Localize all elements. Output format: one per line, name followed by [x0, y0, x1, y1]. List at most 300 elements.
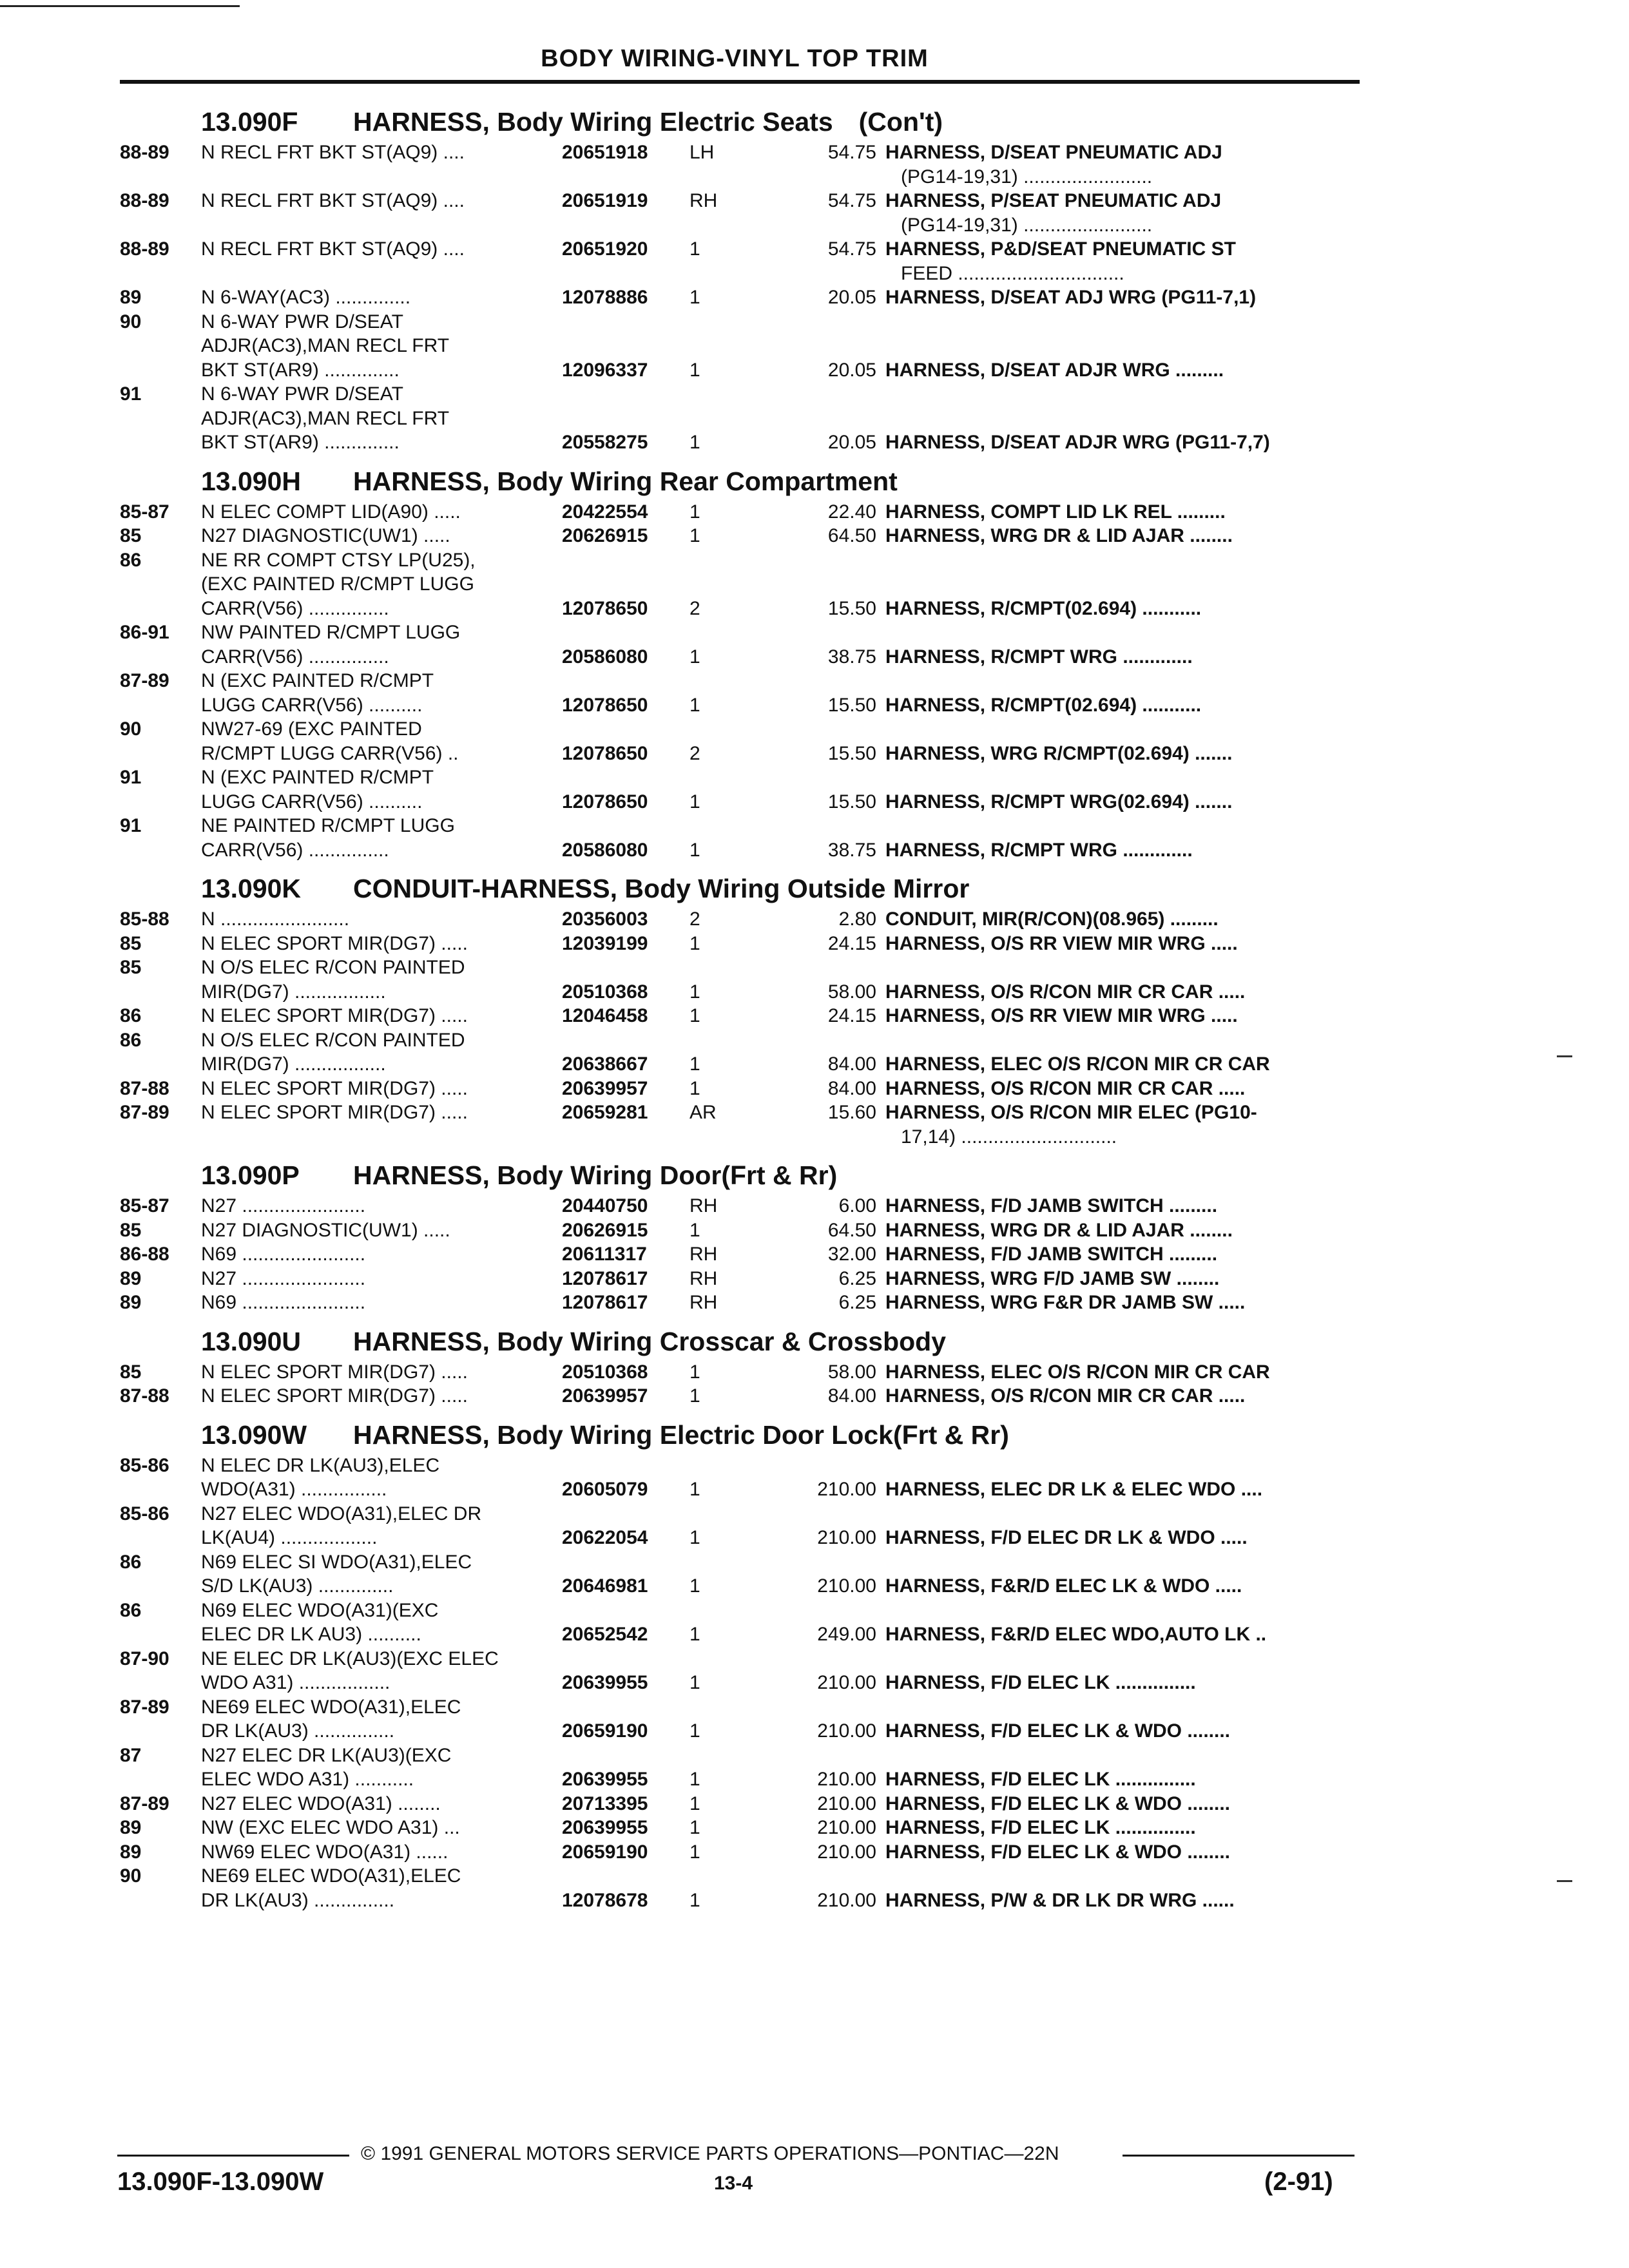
margin-mark	[1557, 1055, 1572, 1057]
section-heading: HARNESS, Body Wiring Door(Frt & Rr)	[353, 1160, 838, 1190]
table-row	[120, 140, 1364, 165]
description: HARNESS, R/CMPT(02.694) ...........	[885, 597, 1202, 619]
part-number: 12078886	[562, 287, 648, 308]
table-row	[120, 1384, 1364, 1408]
model-year: 91	[120, 767, 142, 788]
description: HARNESS, R/CMPT(02.694) ...........	[885, 694, 1202, 716]
application: N RECL FRT BKT ST(AQ9) ....	[201, 238, 465, 260]
table-row	[120, 165, 1364, 189]
table-row	[120, 524, 1364, 548]
description: HARNESS, F&R/D ELEC LK & WDO .....	[885, 1575, 1242, 1597]
model-year: 86	[120, 1551, 142, 1573]
part-number: 20586080	[562, 646, 648, 668]
model-year: 85-87	[120, 1195, 169, 1216]
model-year: 85-86	[120, 1454, 169, 1476]
page-title: BODY WIRING-VINYL TOP TRIM	[541, 45, 929, 72]
section-suffix: (Con't)	[858, 107, 943, 137]
quantity: RH	[689, 190, 718, 211]
application: N27 ELEC DR LK(AU3)(EXC	[201, 1744, 452, 1766]
part-number: 20510368	[562, 1361, 648, 1383]
quantity: 1	[689, 1720, 700, 1742]
part-number: 12078650	[562, 694, 648, 716]
quantity: 2	[689, 597, 700, 619]
description: HARNESS, F/D ELEC LK ...............	[885, 1769, 1196, 1790]
model-year: 90	[120, 1865, 142, 1887]
model-year: 87	[120, 1744, 142, 1766]
description: HARNESS, ELEC DR LK & ELEC WDO ....	[885, 1479, 1263, 1500]
description: HARNESS, P/SEAT PNEUMATIC ADJ	[885, 190, 1222, 211]
description: HARNESS, R/CMPT WRG(02.694) .......	[885, 791, 1233, 812]
table-row	[120, 1840, 1364, 1865]
model-year: 86	[120, 549, 142, 571]
application: N 6-WAY PWR D/SEAT	[201, 383, 403, 405]
quantity: 1	[689, 432, 700, 453]
price: 32.00	[827, 1244, 876, 1265]
model-year: 85-86	[120, 1503, 169, 1524]
margin-mark	[1557, 1880, 1572, 1882]
model-year: 86	[120, 1029, 142, 1051]
price: 6.25	[838, 1267, 876, 1289]
part-number: 20611317	[562, 1244, 647, 1265]
part-number: 20652542	[562, 1624, 648, 1645]
part-number: 20659281	[562, 1102, 648, 1123]
quantity: 1	[689, 359, 700, 381]
application: N27 ELEC WDO(A31) ........	[201, 1792, 441, 1814]
application: BKT ST(AR9) ..............	[201, 432, 400, 453]
description: HARNESS, F/D ELEC LK ...............	[885, 1672, 1196, 1693]
part-number: 20626915	[562, 525, 648, 546]
part-number: 20651919	[562, 190, 648, 211]
table-row	[120, 189, 1364, 213]
table-row	[120, 1767, 1364, 1792]
price: 210.00	[817, 1575, 876, 1597]
table-row	[120, 572, 1364, 597]
quantity: 1	[689, 1792, 700, 1814]
part-number: 12078650	[562, 791, 648, 812]
application: CARR(V56) ...............	[201, 646, 389, 668]
table-row	[120, 500, 1364, 524]
part-number: 20639955	[562, 1672, 648, 1693]
description: HARNESS, O/S RR VIEW MIR WRG .....	[885, 932, 1238, 954]
table-row	[120, 814, 1364, 838]
table-row	[120, 1599, 1364, 1623]
application: NE69 ELEC WDO(A31),ELEC	[201, 1696, 461, 1718]
price: 84.00	[827, 1077, 876, 1099]
footer-copyright: © 1991 GENERAL MOTORS SERVICE PARTS OPERATIONS—PONTIAC—22N	[361, 2143, 1059, 2164]
section-code: 13.090W	[201, 1419, 307, 1450]
application: N O/S ELEC R/CON PAINTED	[201, 957, 465, 978]
section-code: 13.090P	[201, 1160, 300, 1190]
price: 54.75	[827, 142, 876, 163]
price: 210.00	[817, 1720, 876, 1742]
model-year: 85-87	[120, 501, 169, 523]
part-number: 12078678	[562, 1889, 648, 1911]
description: HARNESS, O/S RR VIEW MIR WRG .....	[885, 1005, 1238, 1026]
application: N ELEC SPORT MIR(DG7) .....	[201, 1102, 468, 1123]
application: LK(AU4) ..................	[201, 1527, 378, 1548]
quantity: 1	[689, 791, 700, 812]
quantity: 2	[689, 908, 700, 930]
part-number: 12078617	[562, 1292, 648, 1313]
table-row	[120, 548, 1364, 573]
quantity: 1	[689, 839, 700, 861]
model-year: 91	[120, 383, 142, 405]
application: CARR(V56) ...............	[201, 597, 389, 619]
description: HARNESS, WRG DR & LID AJAR ........	[885, 525, 1233, 546]
section-heading: HARNESS, Body Wiring Rear Compartment	[353, 466, 898, 496]
price: 64.50	[827, 1219, 876, 1241]
table-row	[120, 597, 1364, 621]
description: HARNESS, F/D JAMB SWITCH .........	[885, 1195, 1218, 1216]
price: 64.50	[827, 525, 876, 546]
description: HARNESS, R/CMPT WRG .............	[885, 646, 1193, 668]
application: CARR(V56) ...............	[201, 839, 389, 861]
price: 24.15	[827, 1005, 876, 1026]
price: 210.00	[817, 1841, 876, 1863]
table-row	[120, 765, 1364, 790]
table-row	[120, 1864, 1364, 1888]
footer-section-range: 13.090F-13.090W	[117, 2167, 324, 2196]
table-row	[120, 1267, 1364, 1291]
part-number: 20638667	[562, 1053, 648, 1075]
quantity: 1	[689, 1817, 700, 1838]
table-row	[120, 262, 1364, 286]
model-year: 85	[120, 1219, 142, 1241]
quantity: RH	[689, 1267, 718, 1289]
application: MIR(DG7) .................	[201, 981, 386, 1003]
table-row	[120, 1502, 1364, 1526]
description-continued: 17,14) .............................	[901, 1126, 1117, 1148]
section-heading: HARNESS, Body Wiring Electric Door Lock(Frt & Rr)	[353, 1419, 1009, 1450]
quantity: 1	[689, 287, 700, 308]
table-row	[120, 1816, 1364, 1840]
application: N69 ELEC SI WDO(A31),ELEC	[201, 1551, 472, 1573]
price: 210.00	[817, 1527, 876, 1548]
model-year: 85	[120, 1361, 142, 1383]
application: N69 ELEC WDO(A31)(EXC	[201, 1599, 439, 1621]
part-number: 20422554	[562, 501, 648, 523]
table-row	[120, 1242, 1364, 1267]
quantity: 1	[689, 1624, 700, 1645]
application: N ELEC DR LK(AU3),ELEC	[201, 1454, 440, 1476]
price: 210.00	[817, 1889, 876, 1911]
model-year: 87-89	[120, 1792, 169, 1814]
table-row	[120, 1194, 1364, 1218]
table-row	[120, 1574, 1364, 1599]
table-row	[120, 310, 1364, 334]
part-number: 12078650	[562, 597, 648, 619]
quantity: AR	[689, 1102, 717, 1123]
quantity: LH	[689, 142, 715, 163]
price: 6.00	[838, 1195, 876, 1216]
quantity: 1	[689, 1841, 700, 1863]
description: HARNESS, F/D ELEC LK & WDO ........	[885, 1792, 1231, 1814]
part-number: 20659190	[562, 1841, 648, 1863]
application: N (EXC PAINTED R/CMPT	[201, 767, 434, 788]
description: HARNESS, D/SEAT ADJ WRG (PG11-7,1)	[885, 287, 1257, 308]
price: 84.00	[827, 1053, 876, 1075]
table-row	[120, 1792, 1364, 1816]
application: WDO(A31) ................	[201, 1479, 387, 1500]
model-year: 86-91	[120, 622, 169, 643]
price: 210.00	[817, 1769, 876, 1790]
description: HARNESS, D/SEAT PNEUMATIC ADJ	[885, 142, 1222, 163]
part-number: 20558275	[562, 432, 648, 453]
part-number: 20713395	[562, 1792, 648, 1814]
description: HARNESS, ELEC O/S R/CON MIR CR CAR	[885, 1361, 1270, 1383]
table-row	[120, 693, 1364, 718]
application: (EXC PAINTED R/CMPT LUGG	[201, 573, 474, 595]
application: ADJR(AC3),MAN RECL FRT	[201, 335, 450, 356]
model-year: 89	[120, 1841, 142, 1863]
section-heading: HARNESS, Body Wiring Electric Seats	[353, 107, 833, 137]
table-row	[120, 1077, 1364, 1101]
application: LUGG CARR(V56) ..........	[201, 694, 423, 716]
application: NE RR COMPT CTSY LP(U25),	[201, 549, 476, 571]
footer-date: (2-91)	[1264, 2167, 1333, 2196]
model-year: 88-89	[120, 142, 169, 163]
application: MIR(DG7) .................	[201, 1053, 386, 1075]
section-title	[120, 1157, 1364, 1194]
part-number: 20639955	[562, 1817, 648, 1838]
model-year: 86	[120, 1005, 142, 1026]
table-row	[120, 645, 1364, 669]
part-number: 20622054	[562, 1527, 648, 1548]
model-year: 90	[120, 311, 142, 332]
quantity: 1	[689, 1385, 700, 1407]
part-number: 12096337	[562, 359, 648, 381]
application: N ELEC SPORT MIR(DG7) .....	[201, 932, 468, 954]
description: CONDUIT, MIR(R/CON)(08.965) .........	[885, 908, 1219, 930]
quantity: 1	[689, 1527, 700, 1548]
table-row	[120, 1744, 1364, 1768]
quantity: 1	[689, 1672, 700, 1693]
part-number: 20639957	[562, 1385, 648, 1407]
description-continued: (PG14-19,31) ........................	[901, 166, 1153, 187]
table-row	[120, 1550, 1364, 1575]
model-year: 88-89	[120, 238, 169, 260]
section-code: 13.090U	[201, 1326, 302, 1356]
description: HARNESS, O/S R/CON MIR CR CAR .....	[885, 1385, 1246, 1407]
table-row	[120, 334, 1364, 358]
table-row	[120, 838, 1364, 863]
price: 15.50	[827, 694, 876, 716]
price: 54.75	[827, 190, 876, 211]
application: NE69 ELEC WDO(A31),ELEC	[201, 1865, 461, 1887]
description: HARNESS, O/S R/CON MIR CR CAR .....	[885, 981, 1246, 1003]
table-row	[120, 669, 1364, 693]
table-row	[120, 717, 1364, 742]
price: 38.75	[827, 839, 876, 861]
application: LUGG CARR(V56) ..........	[201, 791, 423, 812]
quantity: RH	[689, 1244, 718, 1265]
part-number: 20626915	[562, 1219, 648, 1241]
quantity: 1	[689, 1361, 700, 1383]
section-code: 13.090H	[201, 466, 302, 496]
table-row	[120, 1125, 1364, 1149]
section-code: 13.090F	[201, 107, 298, 137]
quantity: 1	[689, 1889, 700, 1911]
description: HARNESS, F/D ELEC LK & WDO ........	[885, 1720, 1231, 1742]
price: 210.00	[817, 1817, 876, 1838]
price: 15.50	[827, 597, 876, 619]
table-row	[120, 1622, 1364, 1647]
table-row	[120, 1695, 1364, 1720]
table-row	[120, 1671, 1364, 1695]
section-title	[120, 103, 1364, 140]
part-number: 20605079	[562, 1479, 648, 1500]
table-row	[120, 956, 1364, 980]
price: 210.00	[817, 1672, 876, 1693]
table-row	[120, 620, 1364, 645]
model-year: 87-89	[120, 1696, 169, 1718]
model-year: 85	[120, 957, 142, 978]
section-heading: HARNESS, Body Wiring Crosscar & Crossbody	[353, 1326, 947, 1356]
quantity: 1	[689, 1479, 700, 1500]
part-number: 20639955	[562, 1769, 648, 1790]
quantity: RH	[689, 1195, 718, 1216]
application: N ELEC COMPT LID(A90) .....	[201, 501, 461, 523]
part-number: 20356003	[562, 908, 648, 930]
footer-page-number: 13-4	[714, 2173, 753, 2194]
price: 20.05	[827, 359, 876, 381]
table-row	[120, 358, 1364, 383]
quantity: 1	[689, 501, 700, 523]
model-year: 89	[120, 1267, 142, 1289]
price: 6.25	[838, 1292, 876, 1313]
description-continued: (PG14-19,31) ........................	[901, 214, 1153, 236]
application: N O/S ELEC R/CON PAINTED	[201, 1029, 465, 1051]
table-row	[120, 1719, 1364, 1744]
table-row	[120, 1100, 1364, 1125]
quantity: 2	[689, 742, 700, 764]
model-year: 90	[120, 718, 142, 740]
application: N 6-WAY PWR D/SEAT	[201, 311, 403, 332]
header-rule	[120, 80, 1360, 84]
description: HARNESS, O/S R/CON MIR CR CAR .....	[885, 1077, 1246, 1099]
price: 15.60	[827, 1102, 876, 1123]
application: N RECL FRT BKT ST(AQ9) ....	[201, 190, 465, 211]
table-row	[120, 430, 1364, 455]
table-row	[120, 1360, 1364, 1385]
application: NW27-69 (EXC PAINTED	[201, 718, 422, 740]
description: HARNESS, F&R/D ELEC WDO,AUTO LK ..	[885, 1624, 1267, 1645]
application: N69 .......................	[201, 1292, 366, 1313]
quantity: 1	[689, 1005, 700, 1026]
quantity: 1	[689, 1219, 700, 1241]
section-code: 13.090K	[201, 874, 302, 903]
price: 15.50	[827, 742, 876, 764]
section-heading: CONDUIT-HARNESS, Body Wiring Outside Mirror	[353, 874, 970, 903]
description: HARNESS, WRG R/CMPT(02.694) .......	[885, 742, 1233, 764]
table-row	[120, 1647, 1364, 1671]
part-number: 12039199	[562, 932, 648, 954]
table-row	[120, 237, 1364, 262]
application: NW PAINTED R/CMPT LUGG	[201, 622, 461, 643]
price: 58.00	[827, 981, 876, 1003]
table-row	[120, 407, 1364, 431]
table-row	[120, 1004, 1364, 1028]
application: N27 DIAGNOSTIC(UW1) .....	[201, 1219, 450, 1241]
application: NW (EXC ELEC WDO A31) ...	[201, 1817, 460, 1838]
quantity: 1	[689, 646, 700, 668]
application: ELEC WDO A31) ...........	[201, 1769, 414, 1790]
application: N27 ELEC WDO(A31),ELEC DR	[201, 1503, 482, 1524]
section-title	[120, 1416, 1364, 1454]
application: N 6-WAY(AC3) ..............	[201, 287, 411, 308]
table-row	[120, 1454, 1364, 1478]
parts-listing	[120, 95, 1364, 1912]
application: N ELEC SPORT MIR(DG7) .....	[201, 1077, 468, 1099]
application: N ELEC SPORT MIR(DG7) .....	[201, 1385, 468, 1407]
table-row	[120, 382, 1364, 407]
part-number: 12078617	[562, 1267, 648, 1289]
application: N ........................	[201, 908, 350, 930]
model-year: 85	[120, 932, 142, 954]
table-row	[120, 1052, 1364, 1077]
quantity: 1	[689, 1053, 700, 1075]
part-number: 20659190	[562, 1720, 648, 1742]
model-year: 85	[120, 525, 142, 546]
footer-rule-left	[117, 2155, 349, 2157]
model-year: 85-88	[120, 908, 169, 930]
table-row	[120, 1218, 1364, 1243]
description: HARNESS, P&D/SEAT PNEUMATIC ST	[885, 238, 1236, 260]
quantity: 1	[689, 1575, 700, 1597]
part-number: 12078650	[562, 742, 648, 764]
description: HARNESS, F/D JAMB SWITCH .........	[885, 1244, 1218, 1265]
price: 249.00	[817, 1624, 876, 1645]
table-row	[120, 932, 1364, 956]
application: ADJR(AC3),MAN RECL FRT	[201, 407, 450, 429]
table-row	[120, 980, 1364, 1004]
application: R/CMPT LUGG CARR(V56) ..	[201, 742, 459, 764]
price: 22.40	[827, 501, 876, 523]
part-number: 20646981	[562, 1575, 648, 1597]
part-number: 20586080	[562, 839, 648, 861]
application: BKT ST(AR9) ..............	[201, 359, 400, 381]
model-year: 87-88	[120, 1077, 169, 1099]
description: HARNESS, F/D ELEC LK ...............	[885, 1817, 1196, 1838]
application: N (EXC PAINTED R/CMPT	[201, 670, 434, 691]
quantity: 1	[689, 694, 700, 716]
model-year: 87-88	[120, 1385, 169, 1407]
part-number: 12046458	[562, 1005, 648, 1026]
table-row	[120, 285, 1364, 310]
description: HARNESS, WRG F&R DR JAMB SW .....	[885, 1292, 1246, 1313]
model-year: 89	[120, 1817, 142, 1838]
quantity: 1	[689, 238, 700, 260]
application: N69 .......................	[201, 1244, 366, 1265]
description: HARNESS, COMPT LID LK REL .........	[885, 501, 1226, 523]
model-year: 91	[120, 815, 142, 836]
application: N27 DIAGNOSTIC(UW1) .....	[201, 525, 450, 546]
application: N27 .......................	[201, 1195, 366, 1216]
table-row	[120, 742, 1364, 766]
table-row	[120, 1028, 1364, 1053]
description: HARNESS, O/S R/CON MIR ELEC (PG10-	[885, 1102, 1257, 1123]
table-row	[120, 213, 1364, 238]
model-year: 87-89	[120, 1102, 169, 1123]
part-number: 20651920	[562, 238, 648, 260]
application: DR LK(AU3) ...............	[201, 1889, 395, 1911]
section-title	[120, 870, 1364, 907]
price: 15.50	[827, 791, 876, 812]
quantity: 1	[689, 1769, 700, 1790]
model-year: 86	[120, 1599, 142, 1621]
price: 58.00	[827, 1361, 876, 1383]
price: 38.75	[827, 646, 876, 668]
